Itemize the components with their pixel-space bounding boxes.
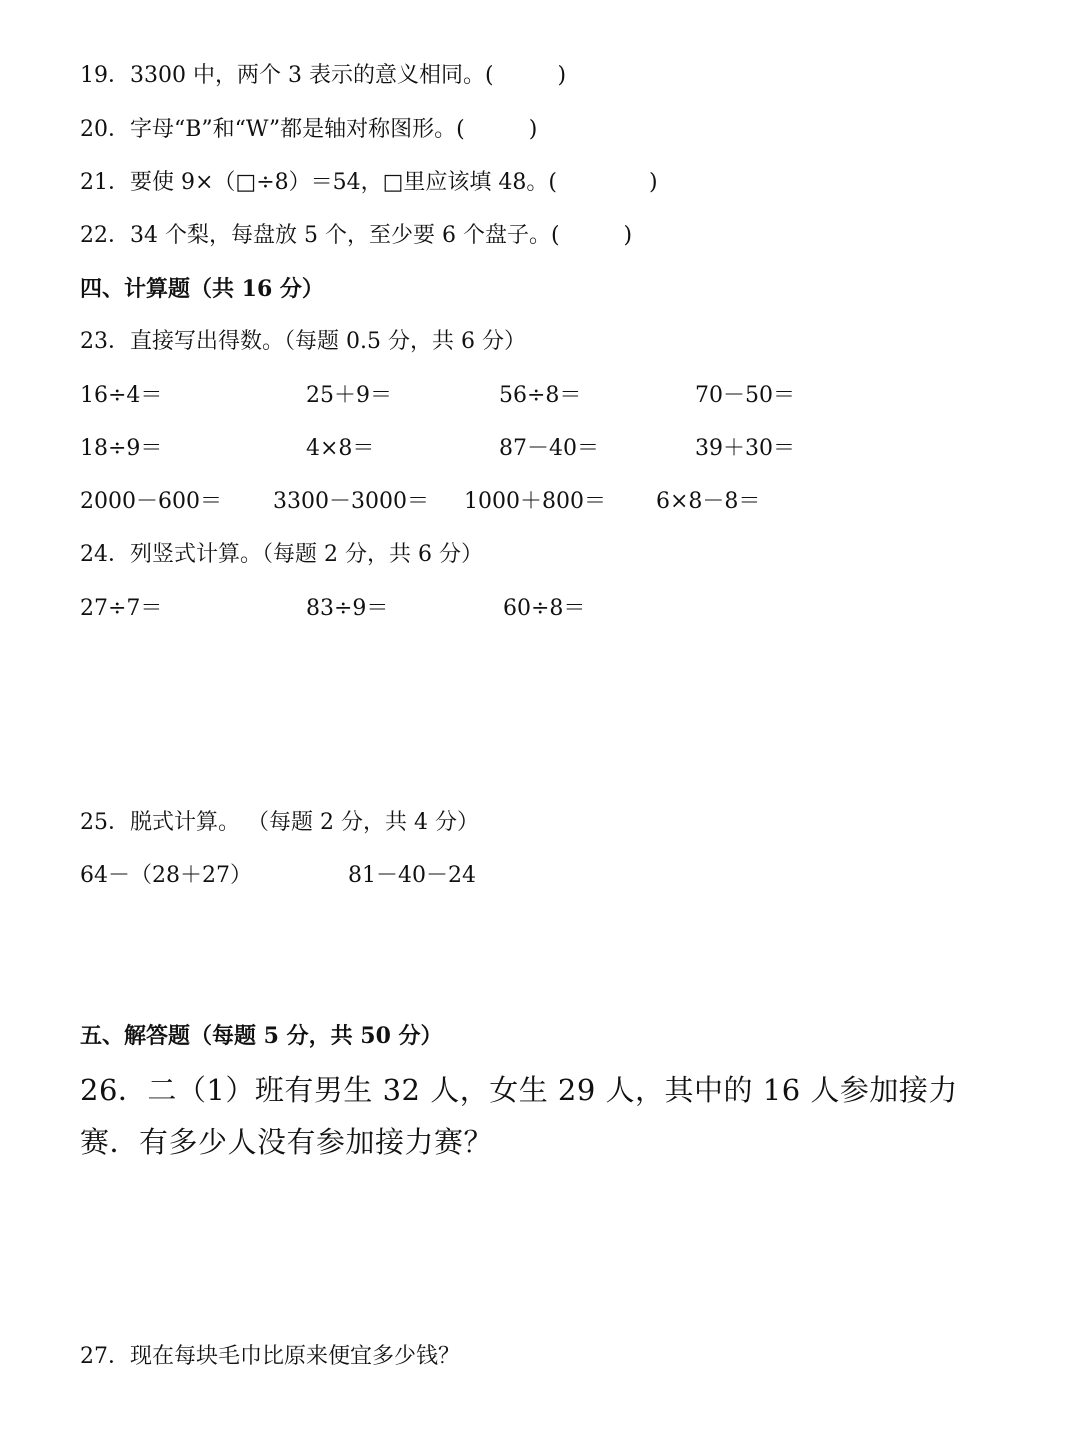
- calc-item: 18÷9＝: [80, 436, 163, 461]
- calc-item: 70－50＝: [695, 383, 795, 408]
- calc-item: 39＋30＝: [695, 436, 795, 461]
- step-calc-item: 64－（28＋27）: [80, 863, 252, 888]
- calc-item: 2000－600＝: [80, 489, 222, 514]
- calc-item: 16÷4＝: [80, 383, 163, 408]
- question-25-title: 25．脱式计算。 （每题 2 分，共 4 分）: [80, 810, 479, 835]
- question-20: [80, 116, 537, 144]
- question-20-text: 20．字母“B”和“W”都是轴对称图形。(: [80, 117, 465, 142]
- question-27: 27．现在每块毛巾比原来便宜多少钱？: [80, 1344, 460, 1369]
- question-21-close: ): [649, 170, 658, 195]
- question-22-close: ): [623, 223, 633, 248]
- calc-item: 87－40＝: [499, 436, 599, 461]
- section-5-heading: 五、解答题（每题 5 分，共 50 分）: [80, 1023, 443, 1049]
- vertical-calc-item: 83÷9＝: [306, 596, 389, 621]
- section-4-heading: 四、计算题（共 16 分）: [80, 276, 324, 302]
- question-24-title: 24．列竖式计算。（每题 2 分，共 6 分）: [80, 542, 483, 567]
- question-23-title: 23．直接写出得数。（每题 0.5 分，共 6 分）: [80, 329, 526, 354]
- question-19: [80, 62, 566, 90]
- question-19-text: 19．3300 中，两个 3 表示的意义相同。(: [80, 63, 494, 88]
- step-calc-item: 81－40－24: [348, 863, 476, 888]
- calc-item: 4×8＝: [306, 436, 375, 461]
- calc-item: 56÷8＝: [499, 383, 582, 408]
- calc-item: 1000＋800＝: [464, 489, 606, 514]
- question-26: 26．二（1）班有男生 32 人，女生 29 人，其中的 16 人参加接力赛．有多少人没有参加接力赛？: [80, 1073, 958, 1159]
- question-22-text: 22．34 个梨，每盘放 5 个，至少要 6 个盘子。(: [80, 223, 560, 248]
- calc-item: 25＋9＝: [306, 383, 392, 408]
- question-21: [80, 169, 658, 197]
- vertical-calc-item: 27÷7＝: [80, 596, 163, 621]
- calc-item: 3300－3000＝: [273, 489, 429, 514]
- vertical-calc-item: 60÷8＝: [503, 596, 586, 621]
- question-19-close: ): [557, 63, 567, 88]
- calc-item: 6×8－8＝: [656, 489, 761, 514]
- question-22: [80, 222, 632, 250]
- question-21-text: 21．要使 9×（□÷8）＝54，□里应该填 48。(: [80, 170, 557, 195]
- question-20-close: ): [528, 117, 538, 142]
